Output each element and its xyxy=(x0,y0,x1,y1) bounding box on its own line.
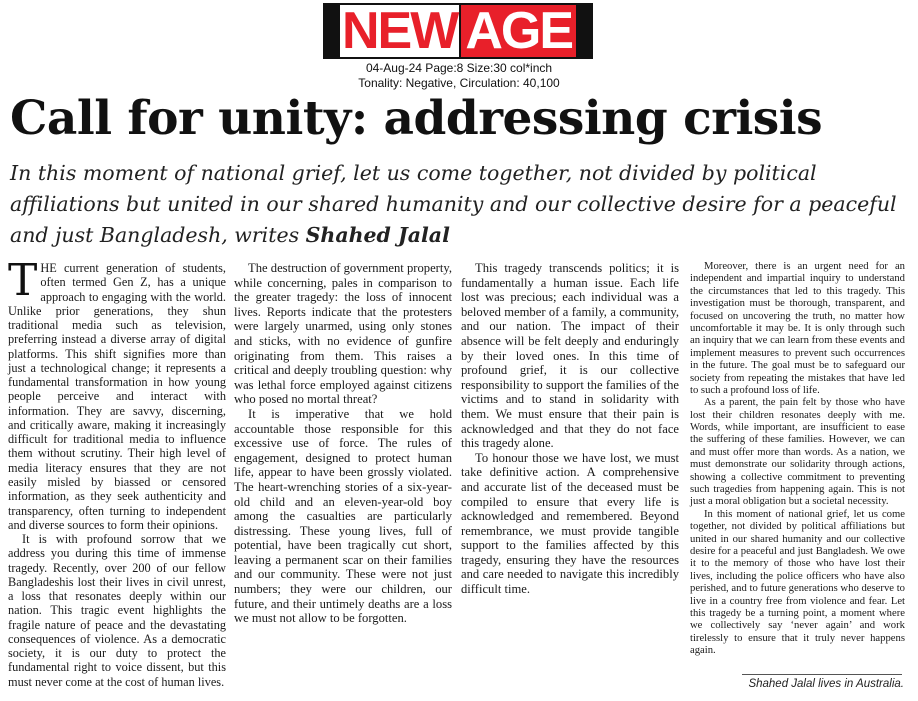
drop-cap: T xyxy=(8,255,38,306)
logo-age: AGE xyxy=(461,5,576,57)
body-paragraph: To honour those we have lost, we must take definitive action. A comprehensive and accurate list of the deceased must be compiled to ensure that every life is acknowledged and remembered. Beyond remembrance, we must provide tangible support to the families affected by this tragedy, ensuring they have the resources and care needed to navigate this incredibly difficult time. xyxy=(461,450,679,597)
body-paragraph: The destruction of government property, while concerning, pales in comparison to the greater tragedy: the loss of innocent lives. Reports indicate that the protesters were largely unarmed, using only stones and sticks, with no evidence of gunfire originating from them. This raises a critical and deeply troubling question: why was lethal force employed against citizens who posed no mortal threat? xyxy=(234,261,452,407)
logo-new: NEW xyxy=(341,2,458,60)
standfirst-author: Shahed Jalal xyxy=(305,223,450,247)
body-paragraph: This tragedy transcends politics; it is fundamentally a human issue. Each life lost was precious; each individual was a beloved member of a family, a community, and our nation. The impact of their absence will be felt deeply and enduringly by their loved ones. In this time of profound grief, it is our collective responsibility to support the families of the victims and to stand in solidarity with them. We must ensure that their pain is acknowledged and that they do not face this tragedy alone. xyxy=(461,261,679,451)
body-paragraph: Moreover, there is an urgent need for an independent and impartial inquiry to understand the circumstances that led to this tragedy. This investigation must be thorough, transparent, and focused on uncovering the truth, no matter how uncomfortable it may be. It is only through such an inquiry that we can learn from these events and implement measures to prevent such occurrences in the future. The goal must be to safeguard our society from repeating the mistakes that have led to such a profound loss of life. xyxy=(690,261,905,396)
body-paragraph: It is imperative that we hold accountable those responsible for this excessive use of force. The rules of engagement, designed to protect human life, appear to have been grossly violated. The heart-wrenching stories of a six-year-old child and an eleven-year-old boy among the casualties are particularly distressing. These young lives, full of potential, have been tragically cut short, leaving a permanent scar on their families and our community. These were not just numbers; they were our children, our future, and their untimely deaths are a loss we must not allow to be forgotten. xyxy=(234,406,452,626)
author-note: Shahed Jalal lives in Australia. xyxy=(748,678,904,690)
clipping-meta-date: 04-Aug-24 Page:8 Size:30 col*inch xyxy=(365,61,553,75)
article-column-3 xyxy=(461,261,679,597)
newspaper-logo xyxy=(323,3,593,59)
body-paragraph: THE current generation of students, often termed Gen Z, has a unique approach to engaging with the world. Unlike prior generations, they shun traditional media such as television, preferring instead a diverse array of digital platforms. This shift signifies more than just a technological change; it represents a fundamental transformation in how young people perceive and interact with information. They are savvy, discerning, and critically aware, making it increasingly difficult for traditional media to influence them without scrutiny. Their high level of media literacy ensures that they are not easily misled by biassed or censored information, as they seek authenticity and transparency, often turning to independent and diverse sources to form their opinions. xyxy=(8,255,226,532)
article-standfirst xyxy=(10,158,910,251)
article-headline: Call for unity: addressing crisis xyxy=(10,91,823,146)
body-paragraph: It is with profound sorrow that we address you during this time of immense tragedy. Recently, over 200 of our fellow Bangladeshis lost their lives in civil unrest, a loss that resonates deeply within our nation. This tragic event highlights the fragile nature of peace and the devastating consequences of violence. As a democratic society, it is our duty to protect the fundamental right to voice dissent, but this must never come at the cost of human lives. xyxy=(8,532,226,689)
article-column-4 xyxy=(690,261,905,658)
clipping-meta-tonality: Tonality: Negative, Circulation: 40,100 xyxy=(358,76,560,90)
body-paragraph: As a parent, the pain felt by those who have lost their children resonates deeply with me. Words, while important, are insufficient to ease the suffering of these families. However, we can and must offer more than words. As a nation, we must demonstrate our solidarity through actions, showing a collective commitment to preventing such tragedies from happening again. This is not just a moral obligation but a societal necessity. xyxy=(690,397,905,508)
author-note-divider xyxy=(742,674,902,675)
body-paragraph: In this moment of national grief, let us come together, not divided by political affiliations but united in our shared humanity and our collective desire for a peaceful and just Bangladesh. We owe it to the memory of those who have lost their lives, including the police officers who have also perished, and to future generations who deserve to live in a country free from violence and fear. Let this tragedy be a turning point, a moment where we collectively say ‘never again’ and work tirelessly to ensure that it truly never happens again. xyxy=(690,508,905,657)
standfirst-text: In this moment of national grief, let us come together, not divided by political affiliations but united in our shared humanity and our collective desire for a peaceful and just Bangladesh, writes xyxy=(10,161,897,247)
article-column-1 xyxy=(8,255,226,689)
article-column-2 xyxy=(234,261,452,626)
